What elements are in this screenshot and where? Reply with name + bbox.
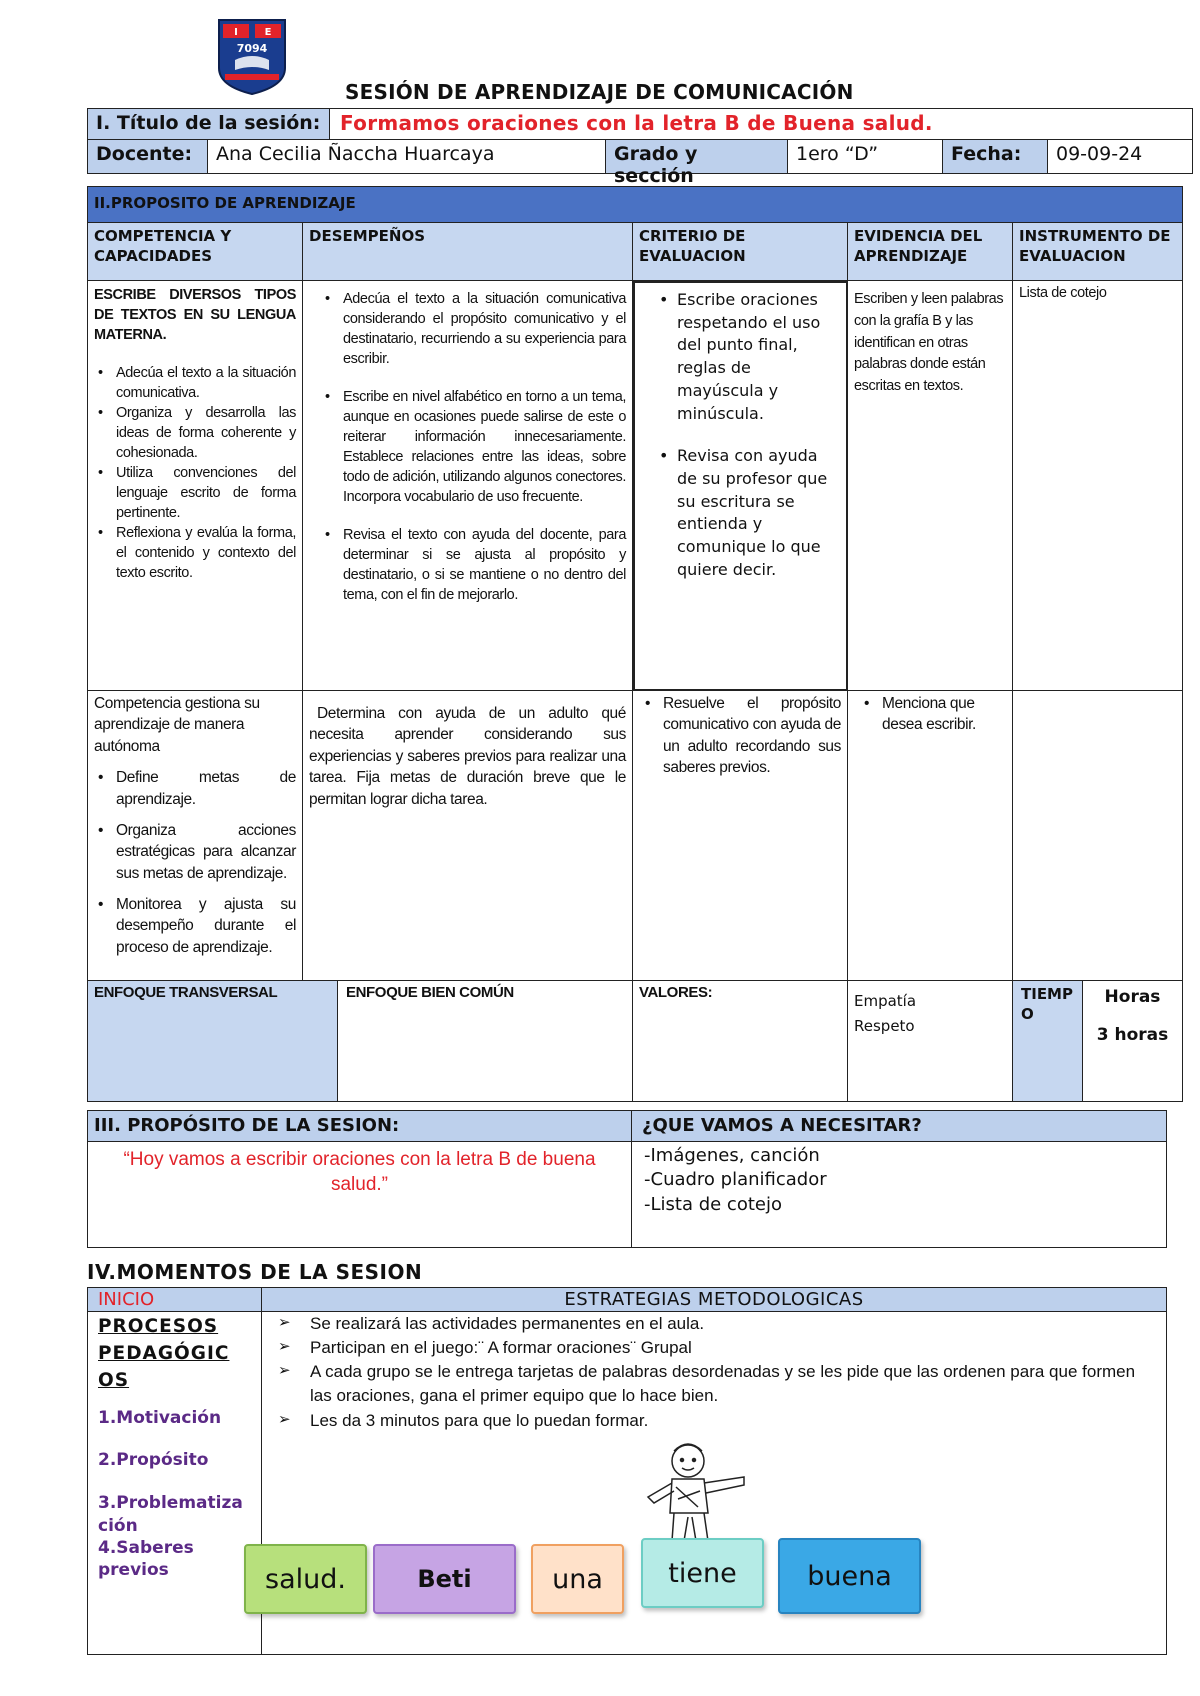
- inicio-label: INICIO: [88, 1288, 262, 1312]
- school-logo: [215, 16, 289, 96]
- docente-value: Ana Cecilia Ñaccha Huarcaya: [208, 140, 606, 173]
- word-card[interactable]: salud.: [244, 1544, 367, 1614]
- section-3-table: [87, 1110, 1167, 1248]
- word-card[interactable]: tiene: [641, 1538, 764, 1608]
- tiempo-label: [1013, 981, 1083, 1101]
- row2-instrumento: [1013, 691, 1182, 981]
- procesos-label: PROCESOS PEDAGÓGICOS: [98, 1316, 230, 1391]
- fecha-label: Fecha:: [943, 140, 1048, 173]
- enfoque-bien-comun: ENFOQUE BIEN COMÚN: [338, 981, 633, 1101]
- row2-competencia-cell: [88, 691, 303, 981]
- section-4-title: IV.MOMENTOS DE LA SESION: [87, 1260, 423, 1284]
- main-title: SESIÓN DE APRENDIZAJE DE COMUNICACIÓN: [345, 80, 854, 104]
- purpose-text: “Hoy vamos a escribir oraciones con la letra B de buena salud.”: [88, 1142, 632, 1247]
- horas-label: Horas: [1104, 987, 1161, 1007]
- word-card[interactable]: Beti: [373, 1544, 516, 1614]
- need-item: -Lista de cotejo: [644, 1193, 782, 1215]
- need-item: -Cuadro planificador: [644, 1169, 827, 1191]
- fecha-value: 09-09-24: [1056, 143, 1143, 165]
- activity-item: ➢ Participan en el juego:¨ A formar oraciones¨ Grupal: [270, 1336, 1158, 1360]
- grado-label: Grado y sección: [606, 140, 788, 173]
- row1-criterio-cell: [633, 281, 848, 691]
- row2-competencia: Competencia gestiona su aprendizaje de manera autónoma: [94, 695, 260, 755]
- valor-item: Respeto: [854, 1016, 915, 1035]
- col-instrumento: INSTRUMENTO DE EVALUACION: [1013, 223, 1182, 281]
- row1-desempeno: • Adecúa el texto a la situación comunicativa considerando el propósito comunicativo y el destinatario, recurriendo a su experiencia para escribir.: [321, 289, 626, 369]
- logo-number: 7094: [236, 42, 268, 55]
- col-desempenos: DESEMPEÑOS: [303, 223, 633, 281]
- step-motivacion: 1.Motivación: [98, 1408, 222, 1429]
- col-competencia: COMPETENCIA Y CAPACIDADES: [88, 223, 303, 281]
- tiempo-label-1: TIEMP: [1021, 985, 1073, 1003]
- row2-capacidad: • Monitorea y ajusta su desempeño durante el proceso de aprendizaje.: [94, 894, 296, 958]
- grado-value: 1ero “D”: [788, 140, 943, 173]
- section-4-table: [87, 1287, 1167, 1655]
- col-criterio: CRITERIO DE EVALUACION: [633, 223, 848, 281]
- horas-value: 3 horas: [1096, 1025, 1169, 1045]
- row1-instrumento: Lista de cotejo: [1013, 281, 1182, 691]
- activity-item: ➢ Se realizará las actividades permanentes en el aula.: [270, 1312, 1158, 1336]
- needs-label: ¿QUE VAMOS A NECESITAR?: [632, 1111, 1166, 1142]
- row2-criterio-cell: [633, 691, 848, 981]
- activity-item: ➢ A cada grupo se le entrega tarjetas de palabras desordenadas y se les pide que las ordenen para que formen las oraciones, gana el primer equipo que lo hace bien.: [270, 1360, 1158, 1408]
- word-card[interactable]: una: [531, 1544, 624, 1614]
- row2-capacidad: • Organiza acciones estratégicas para alcanzar sus metas de aprendizaje.: [94, 820, 296, 884]
- row1-desempeno: • Escribe en nivel alfabético en torno a un tema, aunque en ocasiones puede salirse de este o reiterar información innecesariamente. Establece relaciones entre las ideas, sobre todo de adición, utilizando algunos conectores. Incorpora vocabulario de uso frecuente.: [321, 387, 626, 507]
- estrategias-label: ESTRATEGIAS METODOLOGICAS: [262, 1288, 1166, 1312]
- row1-desempenos-cell: [303, 281, 633, 691]
- docente-label: Docente:: [88, 140, 208, 173]
- svg-text:I: I: [234, 27, 238, 38]
- word-card[interactable]: buena: [778, 1538, 921, 1614]
- valores-label: VALORES:: [633, 981, 848, 1101]
- row1-capacidad: • Utiliza convenciones del lenguaje escrito de forma pertinente.: [94, 463, 296, 523]
- horas-cell: [1083, 981, 1182, 1101]
- purpose-label: III. PROPÓSITO DE LA SESION:: [88, 1111, 632, 1142]
- row1-capacidad: • Reflexiona y evalúa la forma, el contenido y contexto del texto escrito.: [94, 523, 296, 583]
- row2-evidencia-cell: [848, 691, 1013, 981]
- activity-item: ➢ Les da 3 minutos para que lo puedan formar.: [270, 1409, 1158, 1433]
- tiempo-label-2: O: [1021, 1004, 1034, 1023]
- col-evidencia: EVIDENCIA DEL APRENDIZAJE: [848, 223, 1013, 281]
- row1-competencia: ESCRIBE DIVERSOS TIPOS DE TEXTOS EN SU LENGUA MATERNA.: [94, 287, 296, 343]
- section-2-table: [87, 186, 1183, 1102]
- row1-evidencia: Escriben y leen palabras con la grafía B y las identifican en otras palabras donde están escritas en textos.: [848, 281, 1013, 691]
- valor-item: Empatía: [854, 992, 917, 1010]
- section-2-title: II.PROPOSITO DE APRENDIZAJE: [88, 187, 1182, 223]
- row1-criterio: • Revisa con ayuda de su profesor que su escritura se entienda y comunique lo que quiere decir.: [655, 445, 838, 581]
- row2-evidencia: • Menciona que desea escribir.: [860, 693, 1006, 736]
- need-item: -Imágenes, canción: [644, 1145, 820, 1166]
- enfoque-transversal: ENFOQUE TRANSVERSAL: [88, 981, 338, 1101]
- row2-capacidad: • Define metas de aprendizaje.: [94, 767, 296, 810]
- svg-text:E: E: [264, 27, 272, 38]
- session-title: Formamos oraciones con la letra B de Buena salud.: [340, 111, 933, 135]
- step-saberes-previos: 4.Saberes previos: [98, 1537, 194, 1580]
- session-title-label: I. Título de la sesión:: [88, 109, 330, 139]
- step-problematizacion: 3.Problematización: [98, 1493, 243, 1536]
- row1-competencia-cell: [88, 281, 303, 691]
- row2-desempeno: Determina con ayuda de un adulto qué necesita aprender considerando sus experiencias y saberes previos para realizar una tarea. Fija metas de duración breve que le permitan lograr dicha tarea.: [303, 691, 633, 981]
- step-proposito: 2.Propósito: [98, 1450, 209, 1471]
- row2-criterio: • Resuelve el propósito comunicativo con ayuda de un adulto recordando sus saberes previos.: [641, 693, 841, 779]
- row1-desempeno: • Revisa el texto con ayuda del docente, para determinar si se ajusta al propósito y destinatario, o si se mantiene o no dentro del tema, con el fin de mejorarlo.: [321, 525, 626, 605]
- row1-capacidad: • Adecúa el texto a la situación comunicativa.: [94, 363, 296, 403]
- procesos-cell: [88, 1312, 262, 1654]
- row1-capacidad: • Organiza y desarrolla las ideas de forma coherente y cohesionada.: [94, 403, 296, 463]
- row1-criterio: • Escribe oraciones respetando el uso del punto final, reglas de mayúscula y minúscula.: [655, 289, 838, 425]
- session-title-row: [87, 108, 1193, 140]
- valores-cell: [848, 981, 1013, 1101]
- teacher-row: [87, 140, 1193, 187]
- needs-list: [632, 1142, 1166, 1247]
